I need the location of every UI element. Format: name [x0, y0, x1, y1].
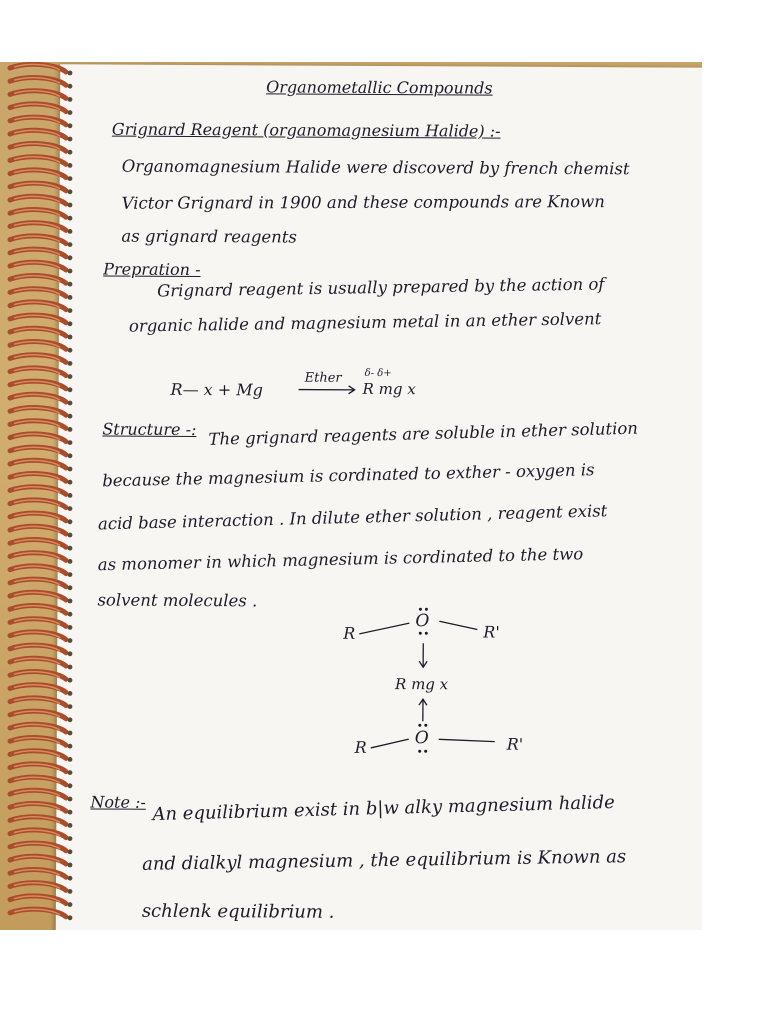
punch-hole	[68, 493, 73, 498]
punch-hole	[68, 97, 73, 102]
punch-hole	[68, 651, 73, 656]
top-oxygen: O	[415, 611, 430, 632]
punch-hole	[68, 229, 73, 234]
punch-hole	[68, 533, 73, 538]
punch-hole	[68, 889, 73, 894]
punch-hole	[68, 269, 73, 274]
structure-heading: Structure -:	[102, 419, 197, 440]
punch-hole	[68, 440, 73, 445]
center-rmgx: R mg x	[394, 675, 449, 694]
punch-hole	[68, 876, 73, 881]
punch-hole	[68, 915, 73, 920]
punch-hole	[68, 731, 73, 736]
punch-hole	[68, 599, 73, 604]
notebook-photo	[0, 62, 702, 930]
punch-hole	[68, 71, 73, 76]
spiral-binding	[0, 62, 80, 930]
top-r-label: R	[343, 623, 356, 643]
punch-hole	[68, 638, 73, 643]
punch-hole	[68, 506, 73, 511]
punch-hole	[68, 282, 73, 287]
grignard-equation	[158, 353, 488, 425]
punch-hole	[68, 414, 73, 419]
punch-hole	[68, 295, 73, 300]
punch-hole	[68, 823, 73, 828]
punch-hole	[68, 242, 73, 247]
punch-hole	[68, 770, 73, 775]
equation-solvent: Ether	[304, 370, 342, 386]
solvation-diagram	[327, 601, 568, 772]
note-heading: Note :-	[90, 792, 146, 812]
punch-hole	[68, 849, 73, 854]
note-line-2: and dialkyl magnesium , the equilibrium is Known as	[141, 846, 627, 875]
structure-line-1: The grignard reagents are soluble in ether solution	[208, 418, 639, 449]
punch-hole	[68, 335, 73, 340]
bottom-oxygen: O	[414, 728, 429, 749]
punch-hole	[68, 665, 73, 670]
grignard-heading: Grignard Reagent (organomagnesium Halide) :-	[111, 119, 501, 141]
punch-hole	[68, 308, 73, 313]
punch-hole	[68, 678, 73, 683]
punch-hole	[68, 387, 73, 392]
punch-hole	[68, 348, 73, 353]
punch-hole	[68, 401, 73, 406]
punch-hole	[68, 137, 73, 142]
intro-line-1: Organomagnesium Halide were discoverd by french chemist	[121, 156, 630, 179]
note-line-3: schlenk equilibrium .	[141, 900, 335, 923]
punch-hole	[68, 519, 73, 524]
structure-line-4: as monomer in which magnesium is cordinated to the two	[97, 544, 584, 575]
punch-hole	[68, 189, 73, 194]
punch-hole	[68, 453, 73, 458]
punch-hole	[68, 783, 73, 788]
punch-hole	[68, 321, 73, 326]
punch-hole	[68, 427, 73, 432]
punch-hole	[68, 84, 73, 89]
punch-hole	[68, 559, 73, 564]
note-line-1: An equilibrium exist in b|w alky magnesium halide	[152, 791, 615, 826]
preparation-line-2: organic halide and magnesium metal in an ether solvent	[128, 309, 602, 336]
punch-hole	[68, 546, 73, 551]
notebook-page	[56, 64, 702, 930]
punch-hole	[68, 612, 73, 617]
punch-hole	[68, 704, 73, 709]
intro-line-2: Victor Grignard in 1900 and these compounds are Known	[121, 192, 605, 213]
structure-line-2: because the magnesium is cordinated to exther - oxygen is	[101, 460, 595, 491]
bottom-r-label: R	[354, 737, 367, 757]
punch-hole	[68, 572, 73, 577]
punch-hole	[68, 467, 73, 472]
punch-hole	[68, 123, 73, 128]
punch-hole	[68, 176, 73, 181]
punch-hole	[68, 717, 73, 722]
structure-line-5: solvent molecules .	[97, 590, 258, 611]
preparation-heading: Prepration -	[103, 259, 201, 280]
equation-charges: δ- δ+	[364, 367, 392, 380]
punch-hole	[68, 216, 73, 221]
punch-hole	[68, 480, 73, 485]
punch-hole	[68, 757, 73, 762]
punch-hole	[68, 255, 73, 260]
punch-hole	[68, 625, 73, 630]
punch-hole	[68, 110, 73, 115]
punch-hole	[68, 150, 73, 155]
structure-line-3: acid base interaction . In dilute ether solution , reagent exist	[97, 501, 608, 534]
punch-hole	[68, 203, 73, 208]
punch-hole	[68, 863, 73, 868]
punch-hole	[68, 374, 73, 379]
punch-hole	[68, 836, 73, 841]
punch-hole	[68, 163, 73, 168]
punch-hole	[68, 361, 73, 366]
punch-hole	[68, 744, 73, 749]
top-r-prime-label: R'	[483, 622, 500, 642]
equation-product: R mg x	[362, 379, 416, 399]
equation-reactants: R— x + Mg	[170, 379, 263, 400]
page-title: Organometallic Compounds	[266, 77, 493, 98]
punch-hole	[68, 902, 73, 907]
punch-hole	[68, 797, 73, 802]
punch-hole	[68, 691, 73, 696]
preparation-line-1: Grignard reagent is usually prepared by the action of	[156, 274, 605, 301]
intro-line-3: as grignard reagents	[121, 226, 297, 247]
punch-hole	[68, 810, 73, 815]
punch-hole	[68, 585, 73, 590]
bottom-r-prime-label: R'	[506, 734, 524, 754]
